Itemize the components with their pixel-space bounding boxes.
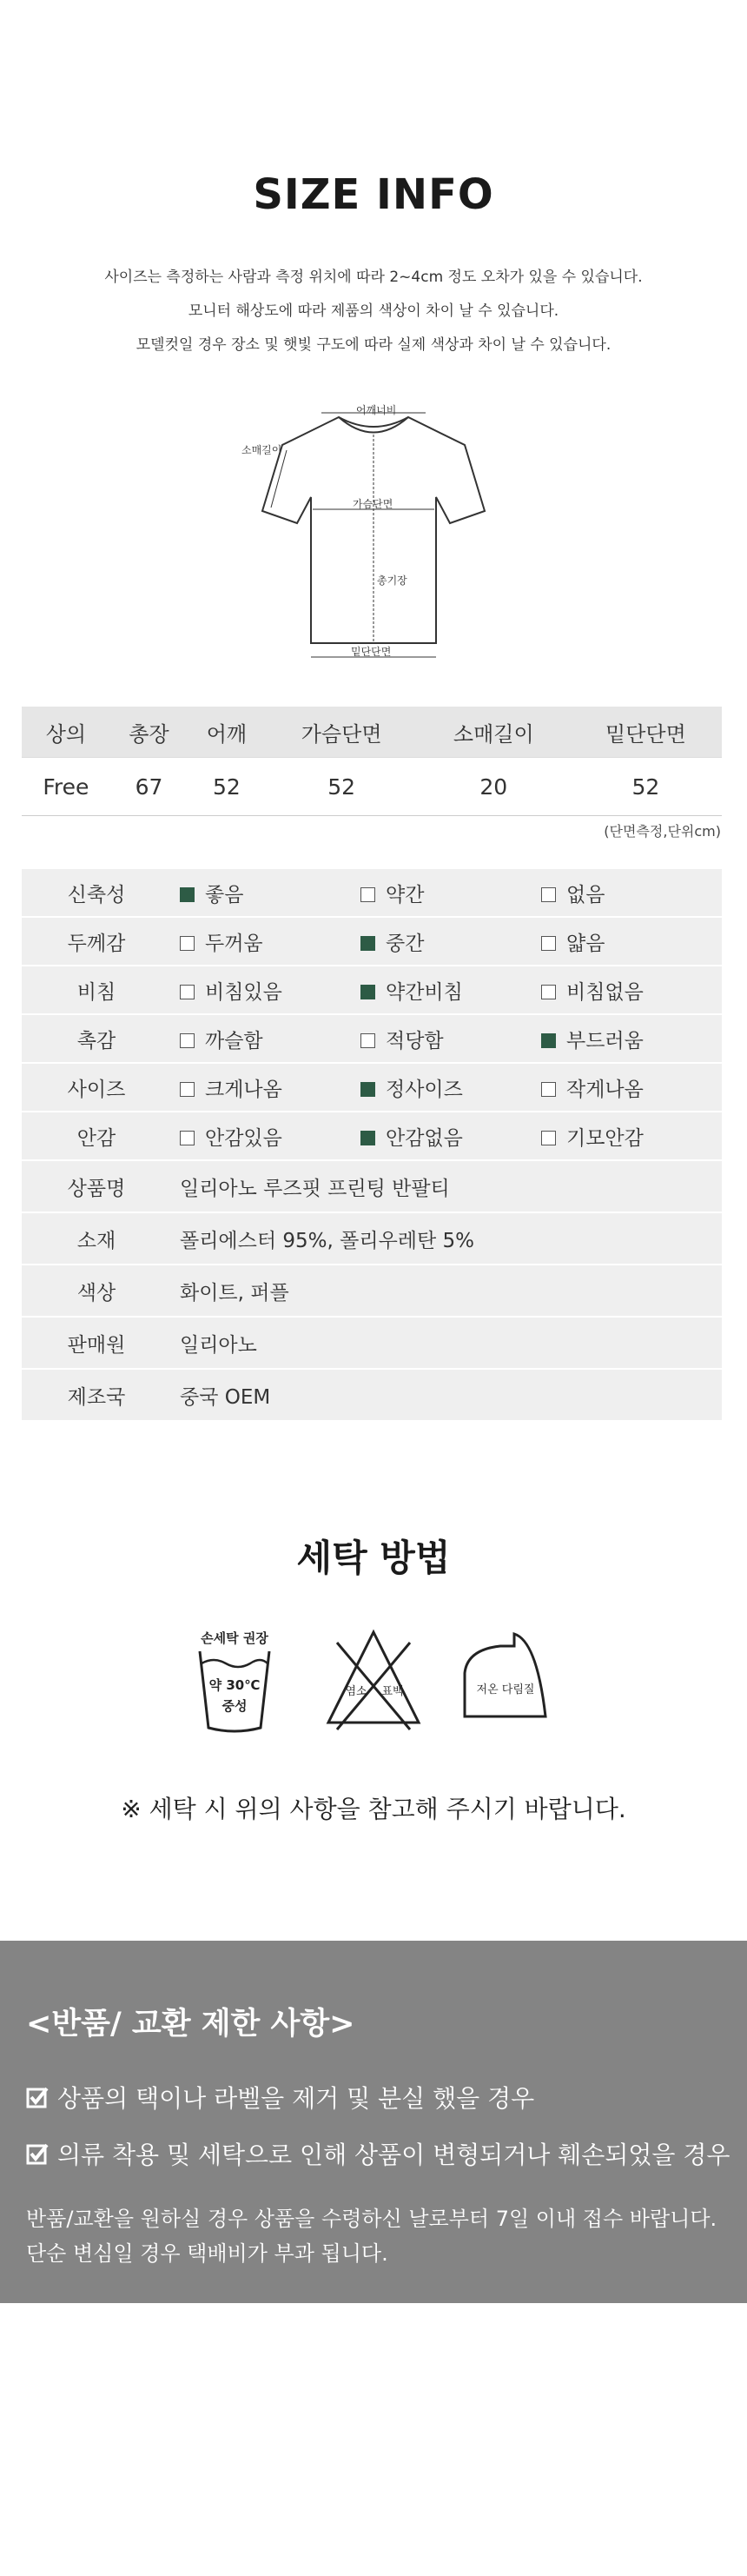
checkbox-empty-icon: [541, 1082, 556, 1097]
returns-footer-line: 반품/교환을 원하실 경우 상품을 수령하신 날로부터 7일 이내 접수 바랍니다.: [26, 2207, 717, 2231]
checkbox-empty-icon: [541, 936, 556, 951]
attribute-row: [22, 1112, 722, 1160]
attribute-option: [360, 927, 541, 956]
attribute-option: [180, 1122, 360, 1151]
checkbox-empty-icon: [180, 1033, 195, 1048]
attribute-label: 신축성: [22, 869, 171, 917]
checkbox-empty-icon: [360, 1033, 375, 1048]
info-label: 상품명: [22, 1160, 171, 1212]
checkbox-empty-icon: [180, 985, 195, 999]
size-col-header: 어깨: [188, 707, 265, 758]
returns-title: <반품/ 교환 제한 사항>: [26, 2007, 355, 2042]
attribute-option: [180, 976, 360, 1005]
attribute-options: [171, 1063, 722, 1112]
attribute-options: [171, 917, 722, 966]
attribute-option-label: 부드러움: [566, 1029, 644, 1052]
attribute-option-label: 좋음: [205, 883, 244, 906]
checkbox-empty-icon: [541, 985, 556, 999]
checkbox-checked-icon: [360, 936, 375, 951]
washing-note: ※ 세탁 시 위의 사항을 참고해 주시기 바랍니다.: [121, 1795, 626, 1823]
size-cell: Free: [22, 758, 110, 816]
info-value: 화이트, 퍼플: [171, 1265, 722, 1317]
attribute-option: [541, 927, 722, 956]
size-notes: [0, 261, 747, 362]
attribute-option: [360, 976, 541, 1005]
attribute-option: [360, 879, 541, 907]
size-cell: 67: [110, 758, 188, 816]
bleach-text-left: 염소: [345, 1685, 367, 1698]
hand-wash-top-text: 손세탁 권장: [201, 1630, 268, 1646]
attribute-option: [360, 1122, 541, 1151]
returns-footer-line: 단순 변심일 경우 택배비가 부과 됩니다.: [26, 2241, 388, 2266]
hem-label: 밑단단면: [351, 646, 392, 658]
attribute-option-label: 중간: [386, 932, 425, 955]
attribute-option: [180, 1073, 360, 1102]
returns-item: [26, 2080, 534, 2115]
checkbox-checked-icon: [26, 2087, 49, 2109]
attribute-label: 사이즈: [22, 1063, 171, 1112]
info-label: 판매원: [22, 1317, 171, 1369]
size-note: 모니터 해상도에 따라 제품의 색상이 차이 날 수 있습니다.: [188, 302, 559, 320]
attribute-option: [541, 1025, 722, 1053]
unit-note: (단면측정,단위cm): [604, 823, 721, 840]
attribute-options: [171, 869, 722, 917]
length-label: 총기장: [377, 574, 407, 587]
size-table: [22, 707, 722, 816]
returns-item-text: 의류 착용 및 세탁으로 인해 상품이 변형되거나 훼손되었을 경우: [57, 2141, 730, 2169]
size-cell: 52: [570, 758, 722, 816]
info-label: 색상: [22, 1265, 171, 1317]
size-cell: 52: [188, 758, 265, 816]
attribute-option-label: 안감없음: [386, 1126, 463, 1150]
attribute-row: [22, 966, 722, 1014]
checkbox-checked-icon: [180, 887, 195, 902]
tshirt-diagram: [241, 400, 495, 669]
size-col-header: 소매길이: [418, 707, 570, 758]
info-value: 중국 OEM: [171, 1369, 722, 1421]
info-value: 일리아노 루즈핏 프린팅 반팔티: [171, 1160, 722, 1212]
iron-text: 저온 다림질: [476, 1683, 535, 1696]
checkbox-empty-icon: [180, 1082, 195, 1097]
attribute-options: [171, 1112, 722, 1160]
attribute-row: [22, 917, 722, 966]
checkbox-empty-icon: [180, 1131, 195, 1145]
info-value: 일리아노: [171, 1317, 722, 1369]
checkbox-empty-icon: [541, 887, 556, 902]
attribute-option: [541, 1073, 722, 1102]
info-value: 폴리에스터 95%, 폴리우레탄 5%: [171, 1212, 722, 1265]
tshirt-outline-icon: [241, 400, 495, 669]
attribute-option-label: 얇음: [566, 932, 605, 955]
attribute-label: 안감: [22, 1112, 171, 1160]
size-cell: 20: [418, 758, 570, 816]
attribute-option-label: 크게나옴: [205, 1078, 282, 1101]
hand-wash-temp-text: 약 30℃: [208, 1677, 261, 1693]
info-row: [22, 1369, 722, 1421]
checkbox-checked-icon: [360, 1082, 375, 1097]
attribute-option: [180, 1025, 360, 1053]
info-row: [22, 1160, 722, 1212]
attribute-option-label: 두꺼움: [205, 932, 263, 955]
checkbox-empty-icon: [180, 936, 195, 951]
product-attributes-table: [22, 869, 722, 1422]
chest-label: 가슴단면: [353, 498, 393, 510]
attribute-option-label: 정사이즈: [386, 1078, 463, 1101]
attribute-row: [22, 1014, 722, 1063]
attribute-row: [22, 869, 722, 917]
returns-panel: [0, 1941, 747, 2303]
attribute-option: [541, 879, 722, 907]
attribute-row: [22, 1063, 722, 1112]
checkbox-checked-icon: [26, 2143, 49, 2166]
checkbox-checked-icon: [360, 1131, 375, 1145]
attribute-option-label: 약간: [386, 883, 425, 906]
washing-icons: [191, 1625, 556, 1738]
size-note: 사이즈는 측정하는 사람과 측정 위치에 따라 2~4cm 정도 오차가 있을 수 있습니다.: [104, 269, 643, 286]
checkbox-empty-icon: [541, 1131, 556, 1145]
attribute-label: 두께감: [22, 917, 171, 966]
attribute-option: [541, 1122, 722, 1151]
low-iron-icon: [465, 1634, 545, 1716]
attribute-option-label: 없음: [566, 883, 605, 906]
info-row: [22, 1212, 722, 1265]
washing-title: 세탁 방법: [296, 1537, 451, 1579]
size-col-header: 상의: [22, 707, 110, 758]
attribute-option-label: 비침없음: [566, 980, 644, 1004]
size-cell: 52: [266, 758, 418, 816]
attribute-option-label: 까슬함: [205, 1029, 263, 1052]
info-label: 소재: [22, 1212, 171, 1265]
size-col-header: 가슴단면: [266, 707, 418, 758]
attribute-options: [171, 1014, 722, 1063]
attribute-option: [360, 1073, 541, 1102]
attribute-option-label: 안감있음: [205, 1126, 282, 1150]
attribute-options: [171, 966, 722, 1014]
checkbox-empty-icon: [360, 887, 375, 902]
checkbox-checked-icon: [541, 1033, 556, 1048]
info-label: 제조국: [22, 1369, 171, 1421]
table-row: [22, 758, 722, 816]
size-note: 모델컷일 경우 장소 및 햇빛 구도에 따라 실제 색상과 차이 날 수 있습니다.: [136, 336, 611, 354]
attribute-option-label: 기모안감: [566, 1126, 644, 1150]
size-info-title: SIZE INFO: [253, 170, 494, 219]
size-col-header: 밑단단면: [570, 707, 722, 758]
checkbox-checked-icon: [360, 985, 375, 999]
no-bleach-icon: [328, 1632, 419, 1730]
attribute-option: [360, 1025, 541, 1053]
returns-item-text: 상품의 택이나 라벨을 제거 및 분실 했을 경우: [57, 2084, 535, 2113]
bleach-text-right: 표백: [381, 1685, 404, 1698]
attribute-label: 촉감: [22, 1014, 171, 1063]
shoulder-label: 어깨너비: [356, 404, 397, 416]
info-row: [22, 1317, 722, 1369]
returns-item: [26, 2136, 730, 2171]
attribute-option-label: 비침있음: [205, 980, 282, 1004]
attribute-option: [180, 879, 360, 907]
attribute-option-label: 약간비침: [386, 980, 463, 1004]
returns-footer: [26, 2201, 717, 2271]
hand-wash-detergent-text: 중성: [221, 1698, 248, 1714]
info-row: [22, 1265, 722, 1317]
size-col-header: 총장: [110, 707, 188, 758]
sleeve-label: 소매길이: [241, 444, 282, 456]
attribute-option: [180, 927, 360, 956]
attribute-option: [541, 976, 722, 1005]
attribute-label: 비침: [22, 966, 171, 1014]
size-table-header: [22, 707, 722, 758]
hand-wash-icon: [200, 1630, 269, 1731]
attribute-option-label: 적당함: [386, 1029, 444, 1052]
attribute-option-label: 작게나옴: [566, 1078, 644, 1101]
